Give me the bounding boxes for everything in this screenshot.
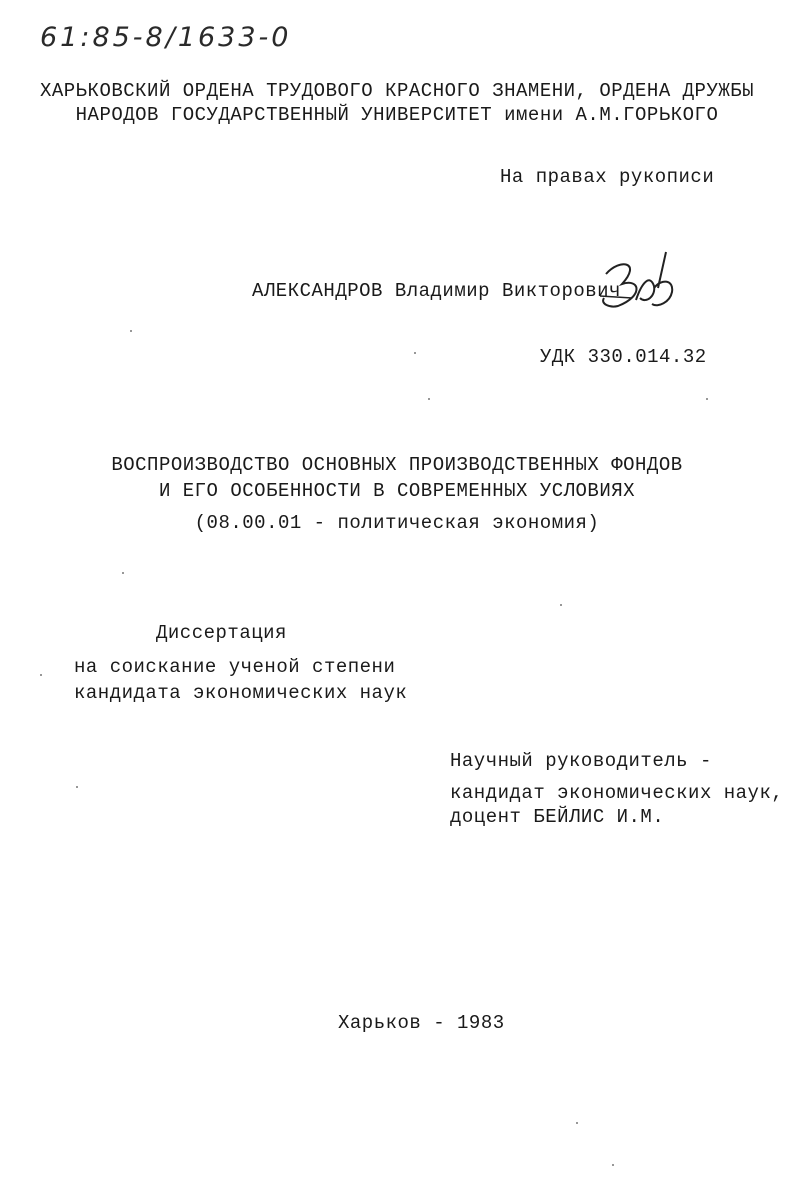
paper-speck bbox=[414, 352, 416, 354]
supervisor-label: Научный руководитель - bbox=[450, 750, 712, 772]
dissertation-heading: Диссертация bbox=[156, 622, 287, 644]
paper-speck bbox=[122, 572, 124, 574]
author-name: АЛЕКСАНДРОВ Владимир Викторович bbox=[252, 280, 621, 302]
degree-sought-line-2: кандидата экономических наук bbox=[74, 682, 408, 704]
paper-speck bbox=[560, 604, 562, 606]
title-line-1: ВОСПРОИЗВОДСТВО ОСНОВНЫХ ПРОИЗВОДСТВЕННЫХ ФОНДОВ bbox=[111, 454, 683, 476]
supervisor-name: доцент БЕЙЛИС И.М. bbox=[450, 806, 665, 828]
supervisor-degree: кандидат экономических наук, bbox=[450, 782, 784, 804]
udc-code: УДК 330.014.32 bbox=[540, 346, 707, 368]
paper-speck bbox=[40, 674, 42, 676]
paper-speck bbox=[612, 1164, 614, 1166]
institution-line-2: НАРОДОВ ГОСУДАРСТВЕННЫЙ УНИВЕРСИТЕТ имени А.М.ГОРЬКОГО bbox=[75, 104, 719, 126]
paper-speck bbox=[706, 398, 708, 400]
paper-speck bbox=[130, 330, 132, 332]
manuscript-rights: На правах рукописи bbox=[500, 166, 715, 188]
paper-speck bbox=[428, 398, 430, 400]
title-line-2: И ЕГО ОСОБЕННОСТИ В СОВРЕМЕННЫХ УСЛОВИЯХ bbox=[158, 480, 636, 502]
paper-speck bbox=[576, 1122, 578, 1124]
archive-mark: 61:85-8/1633-0 bbox=[40, 22, 292, 53]
place-and-year: Харьков - 1983 bbox=[338, 1012, 505, 1034]
institution-line-1: ХАРЬКОВСКИЙ ОРДЕНА ТРУДОВОГО КРАСНОГО ЗНАМЕНИ, ОРДЕНА ДРУЖБЫ bbox=[39, 80, 755, 102]
specialty-code: (08.00.01 - политическая экономия) bbox=[194, 512, 600, 534]
signature-mark bbox=[592, 244, 688, 330]
degree-sought-line-1: на соискание ученой степени bbox=[74, 656, 396, 678]
paper-speck bbox=[76, 786, 78, 788]
